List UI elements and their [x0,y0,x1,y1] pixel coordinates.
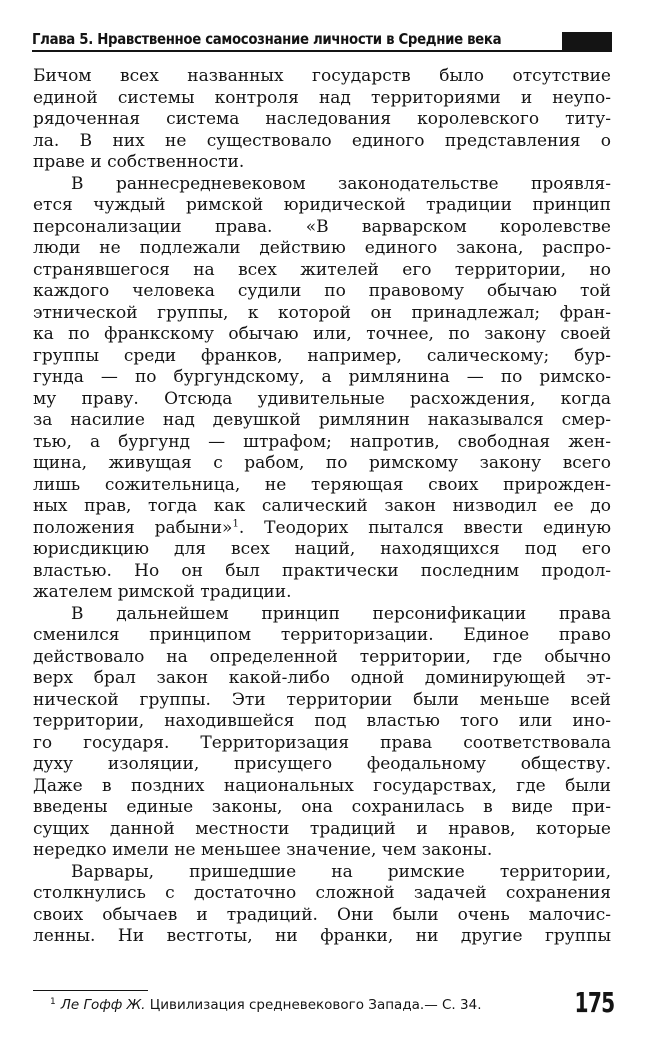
footnote-text: Цивилизация средневекового Запада.— С. 34. [149,997,482,1013]
text-line: му праву. Отсюда удивительные расхождения, когда [33,388,611,409]
text-line: странявшегося на всех жителей его территории, но [33,259,611,280]
footnote [50,997,482,1013]
text-line: верх брал закон какой-либо одной доминирующей эт- [33,668,611,688]
text-line: введены единые законы, она сохранилась в виде при- [33,797,611,817]
text-line: ка по франкскому обычаю или, точнее, по закону своей [33,324,611,344]
text-line: Варвары, пришедшие на римские территории, [71,861,611,882]
text-line: люди не подлежали действию единого закона, распро- [33,238,611,258]
paragraph [33,862,611,948]
footnote-ref: 1 [232,517,239,529]
text-line: столкнулись с достаточно сложной задачей сохранения [33,883,611,903]
chapter-title: Глава 5. Нравственное самосознание личности в Средние века [32,30,502,48]
text-line: за насилие над девушкой римлянин наказывался смер- [33,410,611,430]
text-line: единой системы контроля над территориями и неупо- [33,87,611,108]
footnote-author: Ле Гофф Ж. [60,997,146,1013]
text-line: своих обычаев и традиций. Они были очень малочис- [33,904,611,925]
footnote-mark: 1 [50,996,56,1007]
text-line: территории, находившейся под властью того или ино- [33,711,611,731]
text-line: Даже в поздних национальных государствах, где были [33,775,611,796]
header-black-block [562,32,612,52]
text-line: ных прав, тогда как салический закон низводил ее до [33,496,611,516]
text-line: положения рабыни»$^1$. Теодорих пытался ввести единую [33,517,611,538]
text-line: нередко имели не меньшее значение, чем законы. [33,840,493,860]
body-text [33,66,611,948]
page-number: 175 [574,986,614,1019]
text-line: нической группы. Эти территории были меньше всей [33,689,611,710]
text-line: духу изоляции, присущего феодальному обществу. [33,754,611,774]
text-line: праве и собственности. [33,152,245,172]
running-header [32,28,612,56]
text-line: Бичом всех названных государств было отсутствие [33,66,611,86]
header-rule [32,50,562,52]
text-line: действовало на определенной территории, где обычно [33,646,611,667]
text-line: юрисдикцию для всех наций, находящихся под его [33,539,611,559]
text-line: гунда — по бургундскому, а римлянина — по римско- [33,367,611,387]
text-line: персонализации права. «В варварском королевстве [33,216,611,237]
text-line: этнической группы, к которой он принадлежал; фран- [33,302,611,323]
paragraph [33,66,611,174]
text-line: сменился принципом территоризации. Единое право [33,625,611,645]
text-line: жателем римской традиции. [33,582,292,602]
text-line: го государя. Территоризация права соответствовала [33,732,611,753]
text-line: сущих данной местности традиций и нравов, которые [33,818,611,839]
text-line: ла. В них не существовало единого представления о [33,130,611,151]
text-line: щина, живущая с рабом, по римскому закону всего [33,453,611,473]
text-line: ется чуждый римской юридической традиции принцип [33,195,611,215]
text-line: тью, а бургунд — штрафом; напротив, свободная жен- [33,431,611,452]
paragraph [33,604,611,862]
text-line: ленны. Ни вестготы, ни франки, ни другие группы [33,926,611,946]
text-line: рядоченная система наследования королевского титу- [33,109,611,129]
text-line: лишь сожительница, не теряющая своих прирожден- [33,474,611,495]
text-line: В дальнейшем принцип персонификации права [71,603,611,624]
text-line: властью. Но он был практически последним продол- [33,560,611,581]
text-line: группы среди франков, например, салическому; бур- [33,345,611,366]
footnote-rule [33,990,148,991]
text-line: каждого человека судили по правовому обычаю той [33,281,611,301]
paragraph [33,174,611,604]
text-line: В раннесредневековом законодательстве проявля- [71,173,611,194]
